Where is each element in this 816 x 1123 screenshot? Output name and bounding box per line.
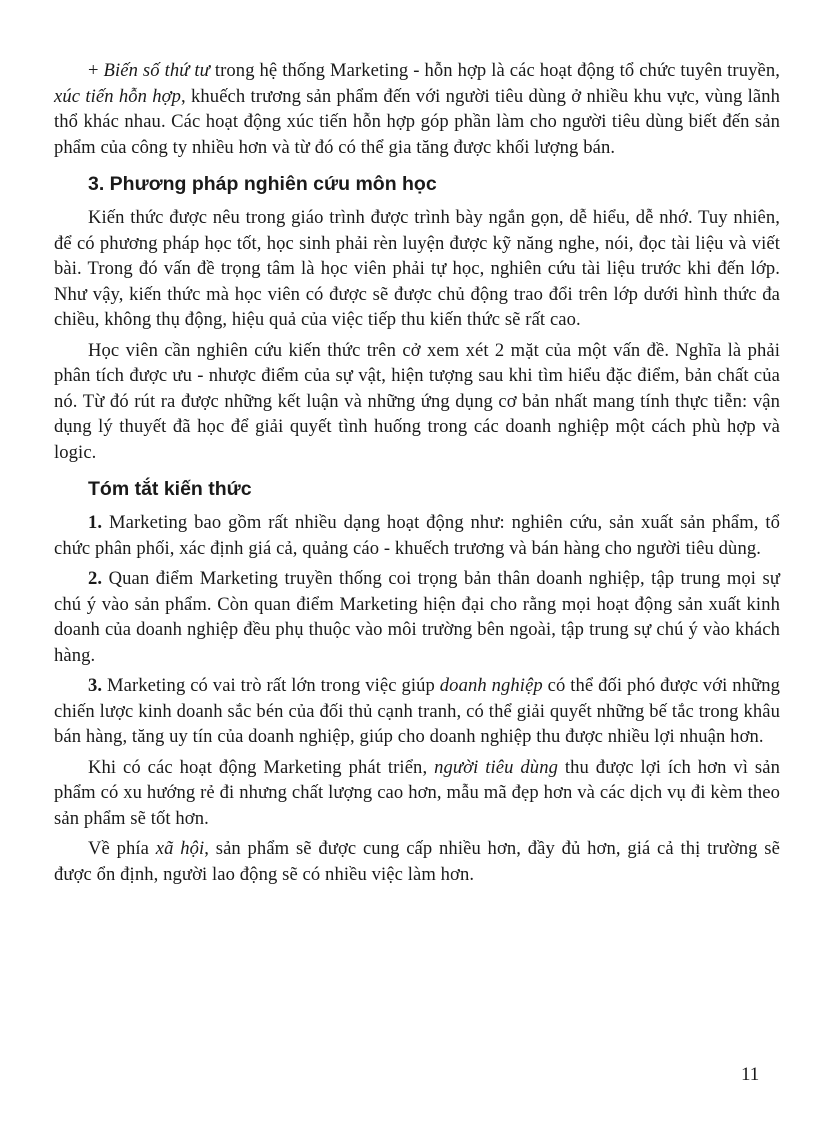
summary-item-2-text: Quan điểm Marketing truyền thống coi trọng bản thân doanh nghiệp, tập trung mọi sự chú ý vào sản phẩm. Còn quan điểm Marketing hiện đại cho rằng mọi hoạt động sản xuất kinh doanh của doanh nghiệp đều phụ thuộc vào môi trường bên ngoài, tập trung sự chú ý vào khách hàng. — [54, 568, 780, 666]
summary-item-2 — [54, 566, 780, 668]
p1-rest: , khuếch trương sản phẩm đến với người tiêu dùng ở nhiều khu vực, vùng lãnh thổ khác nhau. Các hoạt động xúc tiến hỗn hợp góp phần làm cho người tiêu dùng biết đến sản phẩm của công ty nhiều hơn và từ đó có thể gia tăng được khối lượng bán. — [54, 85, 780, 158]
summary-item-1-number: 1. — [88, 512, 103, 533]
paragraph-society-benefit — [54, 836, 780, 887]
p1-emphasis-variable: Biến số thứ tư — [103, 60, 210, 81]
summary-item-3-post: có thể đối phó được với những chiến lược kinh doanh sắc bén của đối thủ cạnh tranh, có thể giải quyết những bế tắc trong khâu bán hàng, tăng uy tín của doanh nghiệp, giúp cho doanh nghiệp thu được nhiều lợi nhuận hơn. — [54, 675, 780, 747]
p4-pre: Khi có các hoạt động Marketing phát triển, — [88, 756, 435, 778]
summary-heading: Tóm tắt kiến thức — [88, 478, 252, 500]
paragraph-consumer-benefit — [54, 755, 780, 832]
paragraph-study-method: Kiến thức được nêu trong giáo trình được trình bày ngắn gọn, dễ hiểu, dễ nhớ. Tuy nhiên, để có phương pháp học tốt, học sinh phải rèn luyện được kỹ năng nghe, nói, đọc tài liệu và viết bài. Trong đó vấn đề trọng tâm là học viên phải tự học, nghiên cứu tài liệu trước khi đến lớp. Như vậy, kiến thức mà học viên có được sẽ được chủ động trao đổi trên lớp dưới hình thức đa chiều, không thụ động, hiệu quả của việc tiếp thu kiến thức sẽ rất cao. — [54, 207, 780, 330]
p5-post: , sản phẩm sẽ được cung cấp nhiều hơn, đầy đủ hơn, giá cả thị trường sẽ được ổn định, người lao động sẽ có nhiều việc làm hơn. — [54, 838, 780, 885]
p4-post: thu được lợi ích hơn vì sản phẩm có xu hướng rẻ đi nhưng chất lượng cao hơn, mẫu mã đẹp hơn và các dịch vụ đi kèm theo sản phẩm sẽ tốt hơn. — [54, 756, 780, 829]
summary-item-1 — [54, 510, 780, 561]
summary-item-3-pre: Marketing có vai trò rất lớn trong việc giúp — [102, 675, 440, 696]
p4-emphasis: người tiêu dùng — [434, 756, 558, 778]
summary-item-3 — [54, 673, 780, 750]
summary-item-3-number: 3. — [88, 675, 103, 696]
section-3-heading: 3. Phương pháp nghiên cứu môn học — [88, 173, 437, 195]
p1-prefix: + — [88, 60, 104, 81]
p1-middle: trong hệ thống Marketing - hỗn hợp là các hoạt động tổ chức tuyên truyền, — [209, 60, 780, 81]
summary-item-3-emphasis: doanh nghiệp — [439, 675, 543, 696]
page-body — [54, 58, 780, 887]
paragraph-promotion-variable — [54, 58, 780, 160]
summary-item-1-text: Marketing bao gồm rất nhiều dạng hoạt động như: nghiên cứu, sản xuất sản phẩm, tổ chức phân phối, xác định giá cả, quảng cáo - khuếch trương và bán hàng cho người tiêu dùng. — [54, 512, 780, 559]
p5-pre: Về phía — [88, 838, 156, 859]
p1-emphasis-promotion: xúc tiến hỗn hợp — [54, 85, 182, 107]
p5-emphasis: xã hội — [155, 838, 205, 859]
paragraph-two-sides: Học viên cần nghiên cứu kiến thức trên cở xem xét 2 mặt của một vấn đề. Nghĩa là phải phân tích được ưu - nhược điểm của sự vật, hiện tượng sau khi tìm hiểu đặc điểm, bản chất của nó. Từ đó rút ra được những kết luận và những ứng dụng cơ bản nhất mang tính thực tiễn: vận dụng lý thuyết đã học để giải quyết tình huống trong các doanh nghiệp một cách phù hợp và logic. — [54, 339, 780, 463]
page-number: 11 — [741, 1064, 760, 1085]
summary-item-2-number: 2. — [88, 568, 103, 589]
